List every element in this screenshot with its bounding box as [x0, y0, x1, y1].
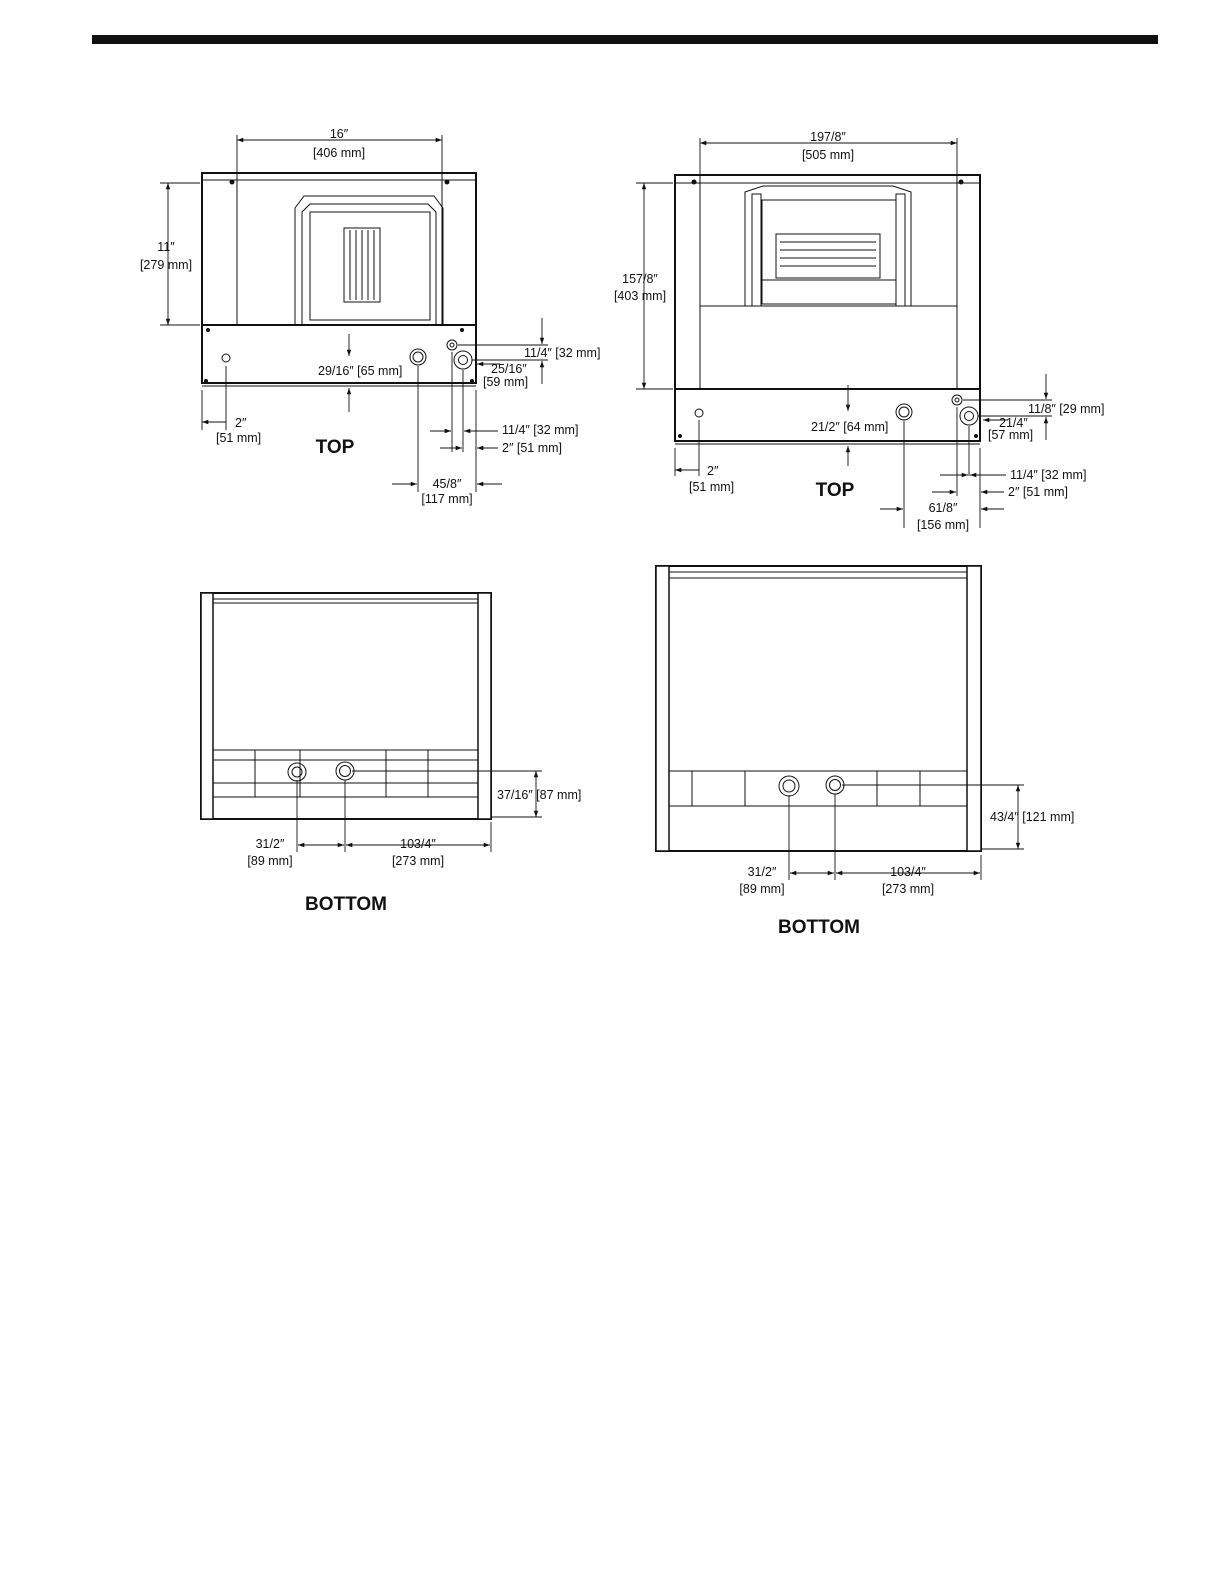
small-top-depth: 11″ — [157, 240, 175, 254]
small-top-depth-mm: [279 mm] — [139, 258, 193, 272]
large-top-port-span-mm: [156 mm] — [916, 518, 970, 532]
large-top-port-spacing-mm: [57 mm] — [988, 428, 1034, 442]
large-top-left-offset: 2″ — [707, 464, 719, 478]
large-top-view — [614, 130, 1105, 532]
small-bottom-right-dim: 103/4″ — [400, 837, 436, 851]
small-bottom-height: 37/16″ [87 mm] — [497, 788, 582, 802]
large-top-right-offset-b: 2″ [51 mm] — [1008, 485, 1068, 499]
large-bottom-height: 43/4″ [121 mm] — [990, 810, 1075, 824]
large-bottom-right-dim-mm: [273 mm] — [881, 882, 935, 896]
small-top-left-offset-mm: [51 mm] — [216, 431, 262, 445]
small-bottom-right-dim-mm: [273 mm] — [391, 854, 445, 868]
small-top-view — [140, 127, 601, 506]
large-top-depth-mm: [403 mm] — [613, 289, 667, 303]
small-bottom-left-dim: 31/2″ — [255, 837, 285, 851]
small-top-port-span: 45/8″ — [432, 477, 462, 491]
large-top-port-depth: 21/2″ [64 mm] — [811, 420, 889, 434]
large-top-port-spacing: 21/4″ — [999, 416, 1028, 430]
small-bottom-left-dim-mm: [89 mm] — [247, 854, 293, 868]
small-top-left-offset: 2″ — [235, 416, 247, 430]
large-top-width-mm: [505 mm] — [801, 148, 855, 162]
small-top-port-spacing: 25/16″ — [491, 362, 527, 376]
large-top-label: TOP — [815, 480, 855, 501]
small-top-width-mm: [406 mm] — [312, 146, 366, 160]
small-top-port-span-mm: [117 mm] — [421, 492, 473, 506]
small-top-width: 16″ — [329, 127, 349, 141]
large-top-depth: 157/8″ — [622, 272, 658, 286]
large-bottom-right-dim: 103/4″ — [890, 865, 926, 879]
large-top-left-offset-mm: [51 mm] — [689, 480, 735, 494]
small-top-port-depth: 29/16″ [65 mm] — [318, 364, 403, 378]
large-bottom-label: BOTTOM — [778, 917, 860, 938]
small-top-right-offset-a: 11/4″ [32 mm] — [502, 423, 579, 437]
large-top-port-rise: 11/8″ [29 mm] — [1028, 402, 1105, 416]
small-top-label: TOP — [315, 437, 355, 458]
small-top-port-rise: 11/4″ [32 mm] — [524, 346, 601, 360]
small-bottom-label: BOTTOM — [305, 894, 387, 915]
small-top-port-spacing-mm: [59 mm] — [483, 375, 529, 389]
large-top-width: 197/8″ — [810, 130, 846, 144]
large-bottom-left-dim-mm: [89 mm] — [739, 882, 785, 896]
large-top-port-span: 61/8″ — [928, 501, 958, 515]
small-top-right-offset-b: 2″ [51 mm] — [502, 441, 562, 455]
large-bottom-view — [656, 566, 1074, 938]
large-bottom-left-dim: 31/2″ — [747, 865, 777, 879]
small-bottom-view — [201, 593, 581, 915]
large-top-right-offset-a: 11/4″ [32 mm] — [1010, 468, 1087, 482]
